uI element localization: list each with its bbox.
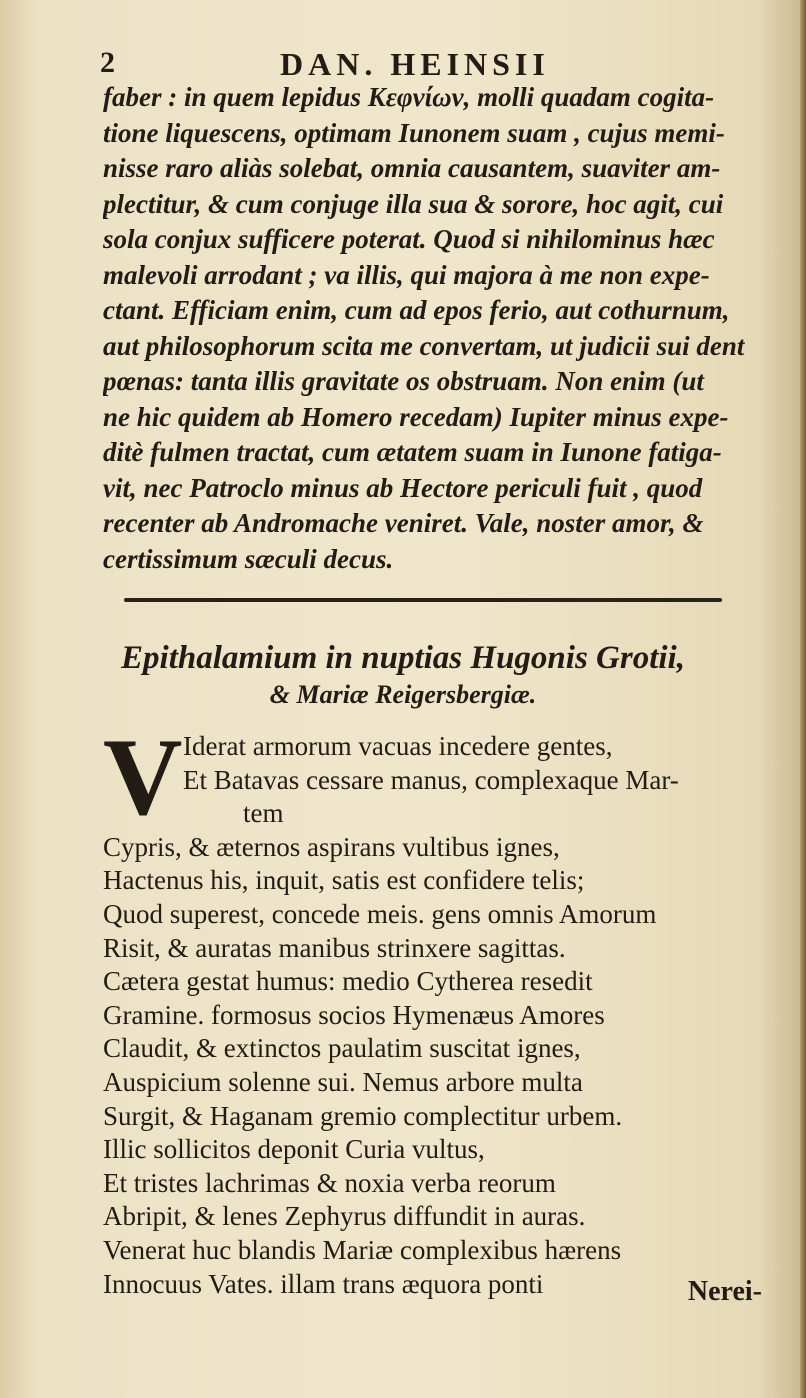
poem-line: Abripit, & lenes Zephyrus diffundit in auras. — [103, 1201, 586, 1232]
letter-line: ne hic quidem ab Homero recedam) Iupiter minus expe- — [103, 401, 729, 432]
poem-line: Iderat armorum vacuas incedere gentes, — [183, 731, 613, 761]
letter-line: vit, nec Patroclo minus ab Hectore periculi fuit , quod — [103, 472, 703, 503]
poem-line: Illic sollicitos deponit Curia vultus, — [103, 1134, 485, 1165]
letter-line: malevoli arrodant ; va illis, qui majora à me non expe- — [103, 259, 710, 290]
letter-line: plectitur, & cum conjuge illa sua & sorore, hoc agit, cui — [103, 188, 724, 219]
poem-line: Venerat huc blandis Mariæ complexibus hærens — [103, 1234, 622, 1265]
letter-text — [103, 80, 763, 577]
poem-line: Et Batavas cessare manus, complexaque Mar- — [183, 764, 679, 795]
letter-line: certissimum sæculi decus. — [103, 543, 394, 574]
poem-line: Quod superest, concede meis. gens omnis Amorum — [103, 898, 657, 929]
letter-line: ditè fulmen tractat, cum ætatem suam in Iunone fatiga- — [103, 437, 722, 467]
poem-line: Claudit, & extinctos paulatim suscitat ignes, — [103, 1033, 581, 1064]
catchword: Nerei- — [687, 1276, 762, 1307]
letter-line: sola conjux sufficere poterat. Quod si nihilominus hæc — [103, 224, 715, 254]
drop-cap: V — [103, 716, 183, 838]
page-number: 2 — [100, 46, 115, 79]
letter-line: tione liquescens, optimam Iunonem suam , cujus memi- — [103, 117, 725, 148]
running-title: DAN. HEINSII — [280, 46, 550, 82]
letter-line: nisse raro aliàs solebat, omnia causantem, suaviter am- — [103, 153, 721, 183]
letter-line: faber : in quem lepidus Κεφνίων, molli quadam cogita- — [103, 82, 715, 112]
poem-subtitle: & Mariæ Reigersbergiæ. — [269, 680, 537, 709]
poem-line: Gramine. formosus socios Hymenæus Amores — [103, 999, 605, 1030]
poem-line: Cypris, & æternos aspirans vultibus ignes, — [103, 831, 560, 862]
letter-line: aut philosophorum scita me convertam, ut judicii sui dent — [103, 330, 745, 361]
letter-line: recenter ab Andromache veniret. Vale, noster amor, & — [103, 508, 704, 538]
letter-line: ctant. Efficiam enim, cum ad epos ferio, aut cothurnum, — [103, 295, 730, 325]
poem-line: Et tristes lachrimas & noxia verba reorum — [103, 1167, 556, 1198]
letter-line: pœnas: tanta illis gravitate os obstruam. Non enim (ut — [103, 366, 704, 396]
poem-line: Surgit, & Haganam gremio complectitur urbem. — [103, 1100, 623, 1131]
poem-line: Auspicium solenne sui. Nemus arbore multa — [103, 1066, 583, 1097]
poem-line: Cætera gestat humus: medio Cytherea resedit — [103, 966, 593, 997]
poem-text — [103, 730, 763, 1301]
poem-line: Hactenus his, inquit, satis est confidere telis; — [103, 865, 585, 896]
poem-line: tem — [243, 798, 284, 829]
poem-line: Risit, & auratas manibus strinxere sagittas. — [103, 932, 566, 963]
poem-line: Innocuus Vates. illam trans æquora ponti — [103, 1268, 544, 1299]
section-divider — [124, 598, 722, 602]
poem-title: Epithalamium in nuptias Hugonis Grotii, — [121, 640, 685, 676]
